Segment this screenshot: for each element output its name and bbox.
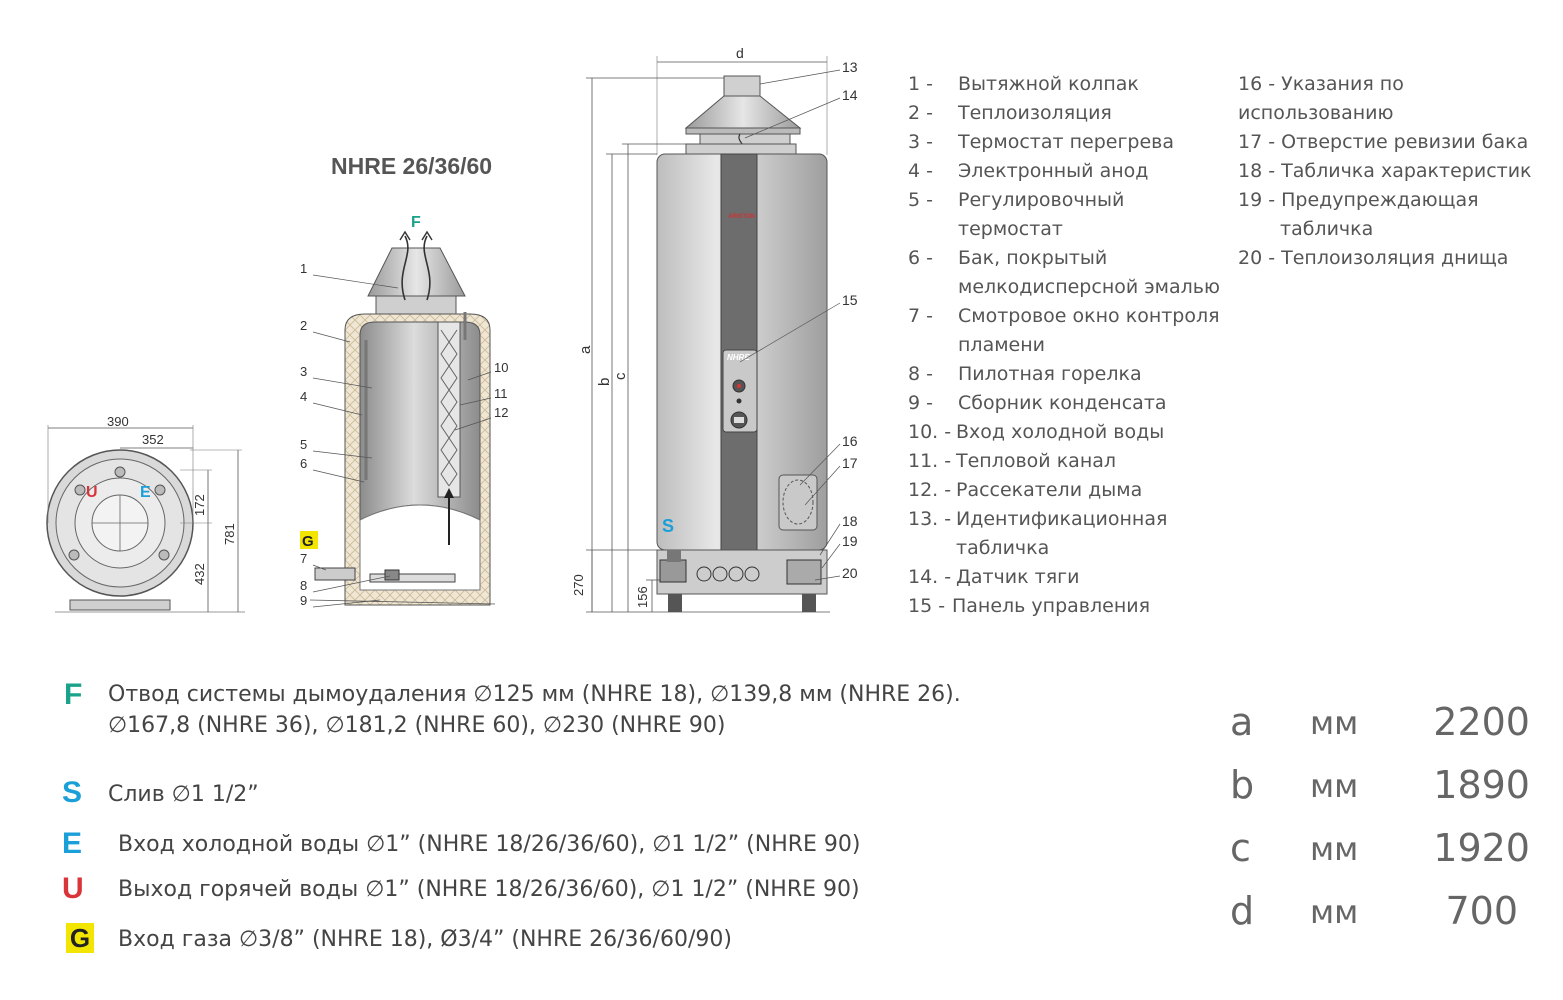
- connection-f-line2: ∅167,8 (NHRE 36), ∅181,2 (NHRE 60), ∅230 (NHRE 90): [108, 713, 726, 738]
- letter-g: G: [66, 923, 94, 953]
- dim-unit: мм: [1310, 704, 1359, 742]
- dim-d: d: [736, 45, 744, 61]
- legend-item: 4 - Электронный анод: [908, 160, 1149, 182]
- callout-2: 2: [300, 318, 308, 333]
- dim-unit: мм: [1310, 830, 1359, 868]
- legend-item-cont: табличка: [1280, 218, 1374, 240]
- legend-item: 15 - Панель управления: [908, 595, 1151, 617]
- callout-7: 7: [300, 551, 308, 566]
- callout-13: 13: [842, 59, 858, 75]
- dim-value: 1890: [1433, 763, 1530, 807]
- connection-g-line1: Вход газа ∅3/8” (NHRE 18), Ø3/4” (NHRE 26/36/60/90): [118, 927, 732, 952]
- legend-item-cont: мелкодисперсной эмалью: [958, 276, 1220, 298]
- dim-172: 172: [192, 494, 207, 516]
- panel-label: NHRE: [727, 353, 750, 362]
- callout-17: 17: [842, 455, 858, 471]
- dim-label: a: [1230, 700, 1254, 744]
- dim-156: 156: [635, 586, 650, 608]
- connection-f: [64, 678, 961, 738]
- f-mark: F: [411, 214, 421, 231]
- legend-item: 8 - Пилотная горелка: [908, 363, 1142, 385]
- dim-b: b: [596, 377, 613, 386]
- dim-352: 352: [142, 432, 164, 447]
- dim-unit: мм: [1310, 893, 1359, 931]
- legend-item: 7 - Смотровое окно контроля: [908, 305, 1220, 327]
- callout-18: 18: [842, 513, 858, 529]
- connection-u-line1: Выход горячей воды ∅1” (NHRE 18/26/36/60), ∅1 1/2” (NHRE 90): [118, 877, 860, 902]
- callout-6: 6: [300, 456, 308, 471]
- brand-logo: ARISTON: [728, 214, 755, 220]
- callout-3: 3: [300, 364, 308, 379]
- dim-label: d: [1230, 889, 1255, 933]
- connection-f-line1: Отвод системы дымоудаления ∅125 мм (NHRE 18), ∅139,8 мм (NHRE 26).: [108, 682, 961, 707]
- connection-s: [62, 776, 259, 810]
- letter-f: F: [64, 678, 83, 711]
- dim-label: c: [1230, 826, 1251, 870]
- letter-u: U: [62, 872, 84, 905]
- callout-12: 12: [494, 405, 509, 420]
- dim-label: b: [1230, 763, 1255, 807]
- connection-u: [62, 872, 860, 906]
- model-title: NHRE 26/36/60: [331, 153, 493, 179]
- connection-g: [66, 923, 732, 953]
- callout-9: 9: [300, 593, 308, 608]
- legend-item: 12. - Рассекатели дыма: [908, 479, 1143, 501]
- legend-item: 6 - Бак, покрытый: [908, 247, 1108, 269]
- callout-16: 16: [842, 433, 858, 449]
- legend-item: 5 - Регулировочный: [908, 189, 1125, 211]
- callout-20: 20: [842, 565, 858, 581]
- letter-s: S: [62, 776, 83, 809]
- legend-item: 9 - Сборник конденсата: [908, 392, 1167, 414]
- legend-item: 13. - Идентификационная: [908, 508, 1168, 530]
- legend-item: 10. - Вход холодной воды: [908, 421, 1165, 443]
- dimension-row: [1230, 826, 1530, 889]
- legend-item: 17 - Отверстие ревизии бака: [1238, 131, 1529, 153]
- dim-unit: мм: [1310, 767, 1359, 805]
- dim-270: 270: [571, 574, 586, 596]
- legend-item-cont: табличка: [956, 537, 1050, 559]
- dimension-row: [1230, 763, 1530, 826]
- dim-c: c: [612, 372, 629, 380]
- legend-item: 20 - Теплоизоляция днища: [1238, 247, 1509, 269]
- connection-e-line1: Вход холодной воды ∅1” (NHRE 18/26/36/60), ∅1 1/2” (NHRE 90): [118, 832, 861, 857]
- letter-e: E: [62, 827, 83, 860]
- legend-item: 11. - Тепловой канал: [908, 450, 1117, 472]
- legend-item: 19 - Предупреждающая: [1238, 189, 1479, 211]
- legend-item-cont: использованию: [1238, 102, 1394, 124]
- connection-s-line1: Слив ∅1 1/2”: [108, 782, 259, 807]
- callout-4: 4: [300, 389, 308, 404]
- callout-19: 19: [842, 533, 858, 549]
- dimension-row: [1230, 889, 1530, 952]
- u-mark: U: [86, 484, 98, 501]
- s-mark: S: [662, 516, 675, 536]
- callout-1: 1: [300, 261, 308, 276]
- dim-value: 1920: [1433, 826, 1530, 870]
- callout-5: 5: [300, 437, 308, 452]
- callout-8: 8: [300, 578, 308, 593]
- callout-10: 10: [494, 360, 509, 375]
- legend-item: 18 - Табличка характеристик: [1238, 160, 1532, 182]
- legend-item: 16 - Указания по: [1238, 73, 1404, 95]
- legend-item: 2 - Теплоизоляция: [908, 102, 1112, 124]
- dim-781: 781: [222, 523, 237, 545]
- dim-value: 700: [1445, 889, 1518, 933]
- dimensions-table: [1230, 700, 1530, 952]
- callout-11: 11: [494, 386, 508, 401]
- callout-15: 15: [842, 292, 858, 308]
- connection-e: [62, 827, 861, 861]
- dim-432: 432: [192, 563, 207, 585]
- e-mark: E: [140, 484, 151, 501]
- dim-a: a: [577, 345, 594, 354]
- dim-value: 2200: [1433, 700, 1530, 744]
- legend-item-cont: термостат: [958, 218, 1064, 240]
- legend-item: 3 - Термостат перегрева: [908, 131, 1175, 153]
- legend-item-cont: пламени: [958, 334, 1046, 356]
- legend-item: 1 - Вытяжной колпак: [908, 73, 1139, 95]
- legend-right: [1238, 70, 1532, 273]
- g-mark: G: [302, 533, 314, 550]
- dimension-row: [1230, 700, 1530, 763]
- dim-390: 390: [107, 414, 129, 429]
- callout-14: 14: [842, 87, 858, 103]
- legend-item: 14. - Датчик тяги: [908, 566, 1080, 588]
